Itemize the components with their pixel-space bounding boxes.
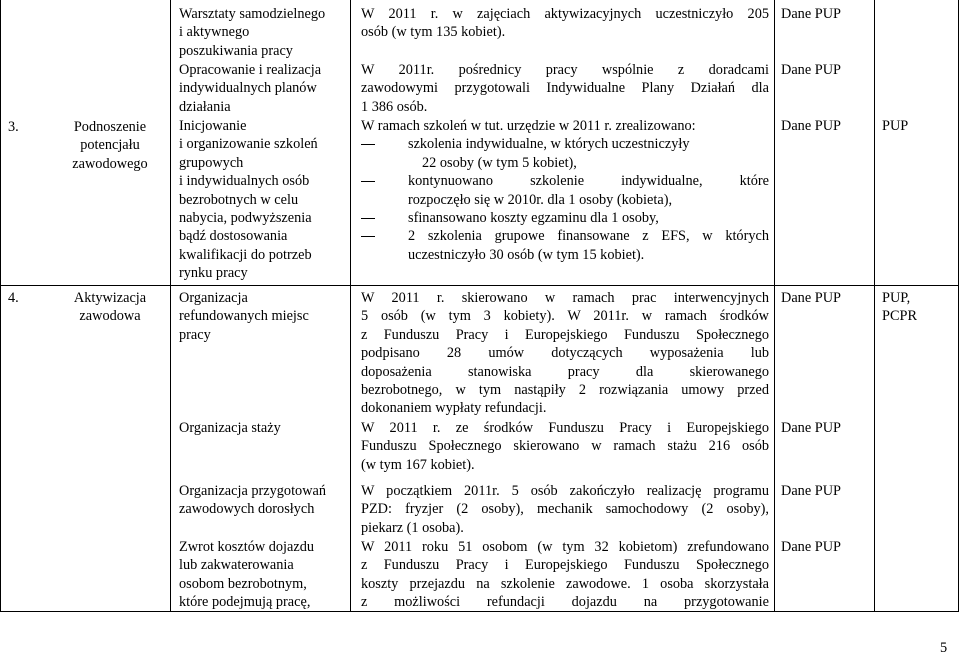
activity-cell (179, 117, 333, 283)
description-line: W 2011 r. skierowano w ramach prac interwencyjnych (361, 290, 769, 306)
responsible-cell (882, 289, 952, 326)
activity-line: i aktywnego (179, 24, 250, 41)
description-line: z możliwości refundacji dojazdu na przygotowanie (361, 594, 769, 611)
description-line: kontynuowano szkolenie indywidualne, które (408, 173, 769, 190)
list-item (361, 227, 769, 264)
activity-line: Warsztaty samodzielnego (179, 6, 326, 22)
source-cell: Dane PUP (781, 420, 841, 436)
activity-line: Opracowanie i realizacja (179, 62, 322, 78)
activity-cell (179, 289, 333, 344)
activity-line: rynku pracy (179, 265, 248, 282)
activity-line: kwalifikacji do potrzeb (179, 246, 312, 263)
description-cell (361, 117, 769, 264)
dash-bullet-icon (361, 144, 375, 145)
description-line: 5 osób (w tym 3 kobiety). W 2011r. w ramach środków (361, 308, 769, 325)
description-line: 2 szkolenia grupowe finansowane z EFS, w których (408, 228, 769, 245)
source-cell: Dane PUP (781, 539, 841, 555)
description-line: W 2011 roku 51 osobom (w tym 32 kobietom) zrefundowano (361, 539, 769, 555)
description-line: z Funduszu Pracy i Europejskiego Funduszu Społecznego (361, 557, 769, 574)
source-cell: Dane PUP (781, 483, 841, 499)
description-line: podpisano 28 umów dotyczących wyposażenia lub (361, 345, 769, 362)
activity-line: Organizacja przygotowań (179, 483, 327, 499)
list-item (361, 209, 769, 227)
description-cell (361, 419, 769, 474)
category-line: zawodowa (79, 308, 141, 325)
description-line: W początkiem 2011r. 5 osób zakończyło realizację programu (361, 483, 769, 499)
source-cell: Dane PUP (781, 6, 841, 22)
activity-line: Inicjowanie (179, 118, 247, 134)
responsible-line: PUP, (882, 290, 911, 306)
activity-line: Organizacja (179, 290, 248, 306)
description-line: W 2011 r. w zajęciach aktywizacyjnych uczestniczyło 205 (361, 6, 769, 22)
description-cell (361, 289, 769, 418)
activity-line: osobom bezrobotnym, (179, 575, 307, 592)
description-line: Funduszu Społecznego skierowano w ramach stażu 216 osób (361, 438, 769, 455)
row-divider (0, 285, 959, 286)
responsible-line: PCPR (882, 308, 917, 325)
description-line: koszty przejazdu na szkolenie zawodowe. 1 osoba skorzystała (361, 575, 769, 592)
description-line: sfinansowano koszty egzaminu dla 1 osoby, (408, 210, 659, 227)
activity-line: bądź dostosowania (179, 228, 288, 245)
activity-line: które podejmują pracę, (179, 594, 311, 611)
activity-line: lub zakwaterowania (179, 557, 294, 574)
category-line: potencjału (80, 137, 140, 154)
activity-line: refundowanych miejsc (179, 308, 309, 325)
page-number: 5 (940, 640, 948, 656)
description-cell (361, 5, 769, 42)
description-line: (w tym 167 kobiet). (361, 456, 475, 473)
activity-line: grupowych (179, 154, 244, 171)
source-cell: Dane PUP (781, 118, 841, 134)
column-divider (170, 0, 171, 612)
responsible-cell: PUP (882, 118, 909, 134)
row-number: 4. (8, 290, 19, 306)
activity-line: nabycia, podwyższenia (179, 210, 312, 227)
activity-cell (179, 419, 333, 437)
description-line: osób (w tym 135 kobiet). (361, 24, 506, 41)
description-cell (361, 482, 769, 537)
description-line: rozpoczęło się w 2010r. dla 1 osoby (kobieta), (408, 191, 673, 208)
dash-bullet-icon (361, 218, 375, 219)
description-cell (361, 538, 769, 612)
source-cell: Dane PUP (781, 62, 841, 78)
table-border-left (0, 0, 1, 612)
description-line: W 2011 r. ze środków Funduszu Pracy i Europejskiego (361, 420, 769, 436)
activity-line: pracy (179, 326, 211, 343)
description-line: szkolenia indywidualne, w których uczestniczyły (408, 136, 690, 153)
column-divider (874, 0, 875, 612)
dash-bullet-icon (361, 181, 375, 182)
activity-cell (179, 5, 333, 60)
activity-line: indywidualnych planów (179, 80, 317, 97)
column-divider (774, 0, 775, 612)
list-item (361, 135, 769, 172)
description-line: PZD: fryzjer (2 osoby), mechanik samochodowy (2 osoby), (361, 501, 769, 518)
activity-line: zawodowych dorosłych (179, 501, 315, 518)
description-line: bezrobotnego, w tym nastąpiły 2 rozwiązania umowy przed (361, 382, 769, 399)
description-line: 22 osoby (w tym 5 kobiet), (422, 154, 577, 171)
column-divider (350, 0, 351, 612)
description-line: dokonaniem wypłaty refundacji. (361, 400, 547, 417)
dash-bullet-icon (361, 236, 375, 237)
table-border-right (958, 0, 959, 612)
description-line: W 2011r. pośrednicy pracy wspólnie z doradcami (361, 62, 769, 78)
description-cell (361, 61, 769, 116)
activity-line: bezrobotnych w celu (179, 191, 299, 208)
category-line: Aktywizacja (73, 290, 147, 306)
activity-line: i organizowanie szkoleń (179, 136, 318, 153)
activity-line: poszukiwania pracy (179, 42, 293, 59)
category-line: Podnoszenie (73, 119, 147, 135)
activity-cell (179, 482, 333, 519)
activity-cell (179, 538, 333, 612)
source-cell: Dane PUP (781, 290, 841, 306)
row-number: 3. (8, 119, 19, 135)
list-item (361, 172, 769, 209)
description-line: piekarz (1 osoba). (361, 519, 464, 536)
activity-line: Organizacja staży (179, 420, 281, 436)
activity-line: działania (179, 98, 231, 115)
category-line: zawodowego (72, 155, 148, 172)
activity-line: Zwrot kosztów dojazdu (179, 539, 314, 555)
activity-cell (179, 61, 333, 116)
description-line: z Funduszu Pracy i Europejskiego Funduszu Społecznego (361, 326, 769, 343)
description-line: doposażenia stanowiska pracy dla skierowanego (361, 363, 769, 380)
description-line: W ramach szkoleń w tut. urzędzie w 2011 r. zrealizowano: (361, 118, 696, 134)
description-line: 1 386 osób. (361, 98, 428, 115)
description-line: zawodowymi przygotowali Indywidualne Plany Działań dla (361, 80, 769, 97)
description-line: uczestniczyło 30 osób (w tym 15 kobiet). (408, 246, 645, 263)
activity-line: i indywidualnych osób (179, 173, 310, 190)
